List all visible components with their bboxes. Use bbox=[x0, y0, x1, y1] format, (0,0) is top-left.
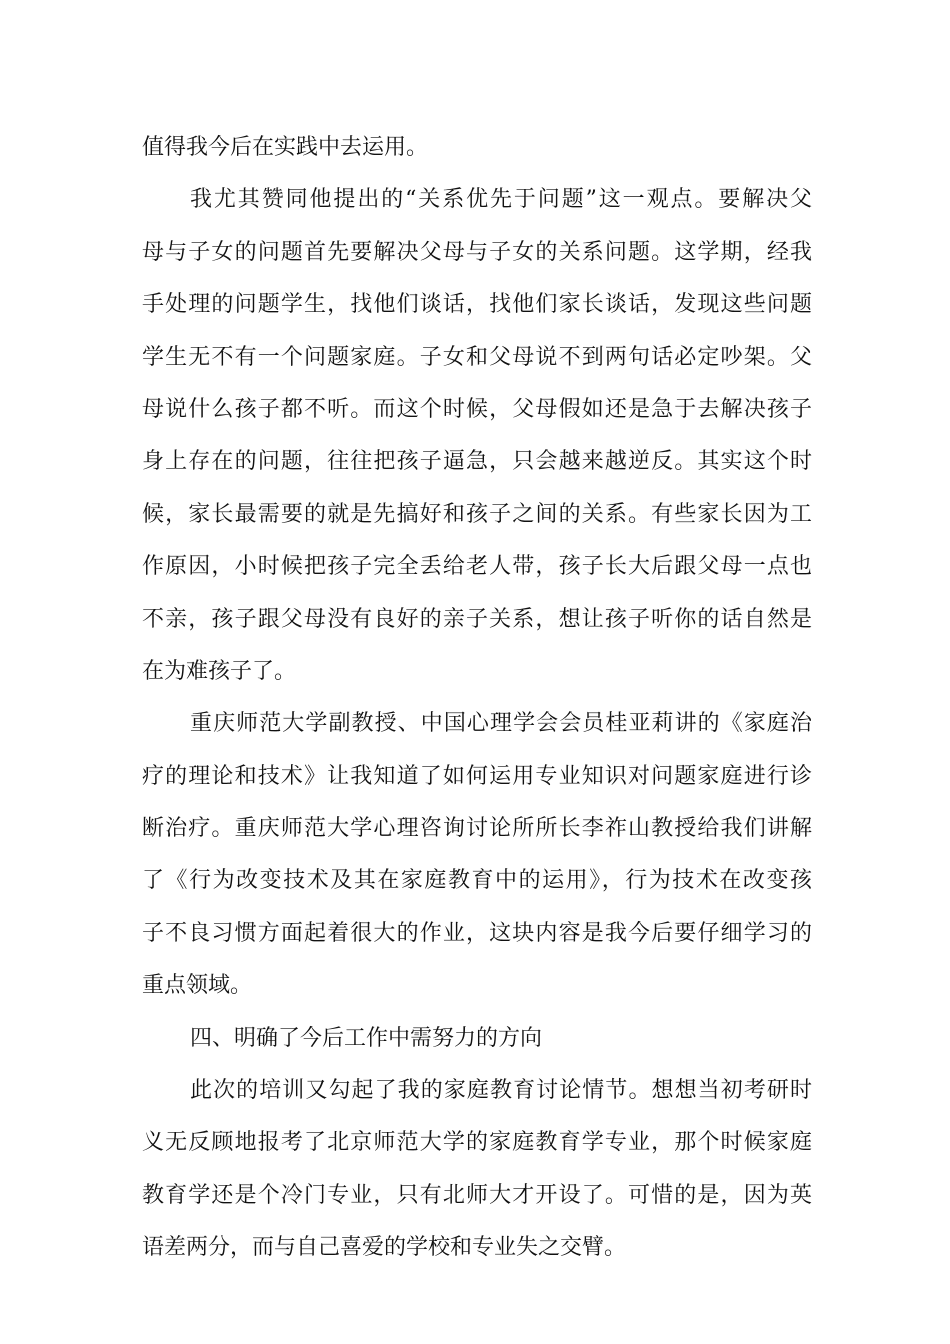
document-body bbox=[142, 122, 812, 1275]
text-line: 不亲，孩子跟父母没有良好的亲子关系，想让孩子听你的话自然是 bbox=[142, 606, 812, 632]
section-heading: 四、明确了今后工作中需努力的方向 bbox=[190, 1025, 543, 1051]
text-line: 作原因，小时候把孩子完全丢给老人带，孩子长大后跟父母一点也 bbox=[142, 554, 812, 580]
paragraph-first-line: 我尤其赞同他提出的“关系优先于问题”这一观点。要解决父 bbox=[190, 187, 812, 213]
text-line: 了《行为改变技术及其在家庭教育中的运用》，行为技术在改变孩 bbox=[142, 868, 812, 894]
text-line: 教育学还是个冷门专业，只有北师大才开设了。可惜的是，因为英 bbox=[142, 1182, 812, 1208]
text-line: 疗的理论和技术》让我知道了如何运用专业知识对问题家庭进行诊 bbox=[142, 763, 812, 789]
text-line: 身上存在的问题，往往把孩子逼急，只会越来越逆反。其实这个时 bbox=[142, 449, 812, 475]
paragraph-first-line: 重庆师范大学副教授、中国心理学会会员桂亚莉讲的《家庭治 bbox=[190, 711, 812, 737]
text-line: 手处理的问题学生，找他们谈话，找他们家长谈话，发现这些问题 bbox=[142, 292, 812, 318]
text-line: 候，家长最需要的就是先搞好和孩子之间的关系。有些家长因为工 bbox=[142, 501, 812, 527]
text-line: 子不良习惯方面起着很大的作业，这块内容是我今后要仔细学习的 bbox=[142, 920, 812, 946]
text-line: 断治疗。重庆师范大学心理咨询讨论所所长李祚山教授给我们讲解 bbox=[142, 816, 812, 842]
text-line: 母说什么孩子都不听。而这个时候，父母假如还是急于去解决孩子 bbox=[142, 396, 812, 422]
text-line: 义无反顾地报考了北京师范大学的家庭教育学专业，那个时候家庭 bbox=[142, 1130, 812, 1156]
text-line: 学生无不有一个问题家庭。子女和父母说不到两句话必定吵架。父 bbox=[142, 344, 812, 370]
text-line: 语差两分，而与自己喜爱的学校和专业失之交臂。 bbox=[142, 1235, 627, 1261]
text-line: 在为难孩子了。 bbox=[142, 658, 297, 684]
text-line: 值得我今后在实践中去运用。 bbox=[142, 135, 429, 160]
text-line: 母与子女的问题首先要解决父母与子女的关系问题。这学期，经我 bbox=[142, 239, 812, 265]
paragraph-first-line: 此次的培训又勾起了我的家庭教育讨论情节。想想当初考研时 bbox=[190, 1078, 812, 1104]
text-line: 重点领域。 bbox=[142, 973, 253, 999]
